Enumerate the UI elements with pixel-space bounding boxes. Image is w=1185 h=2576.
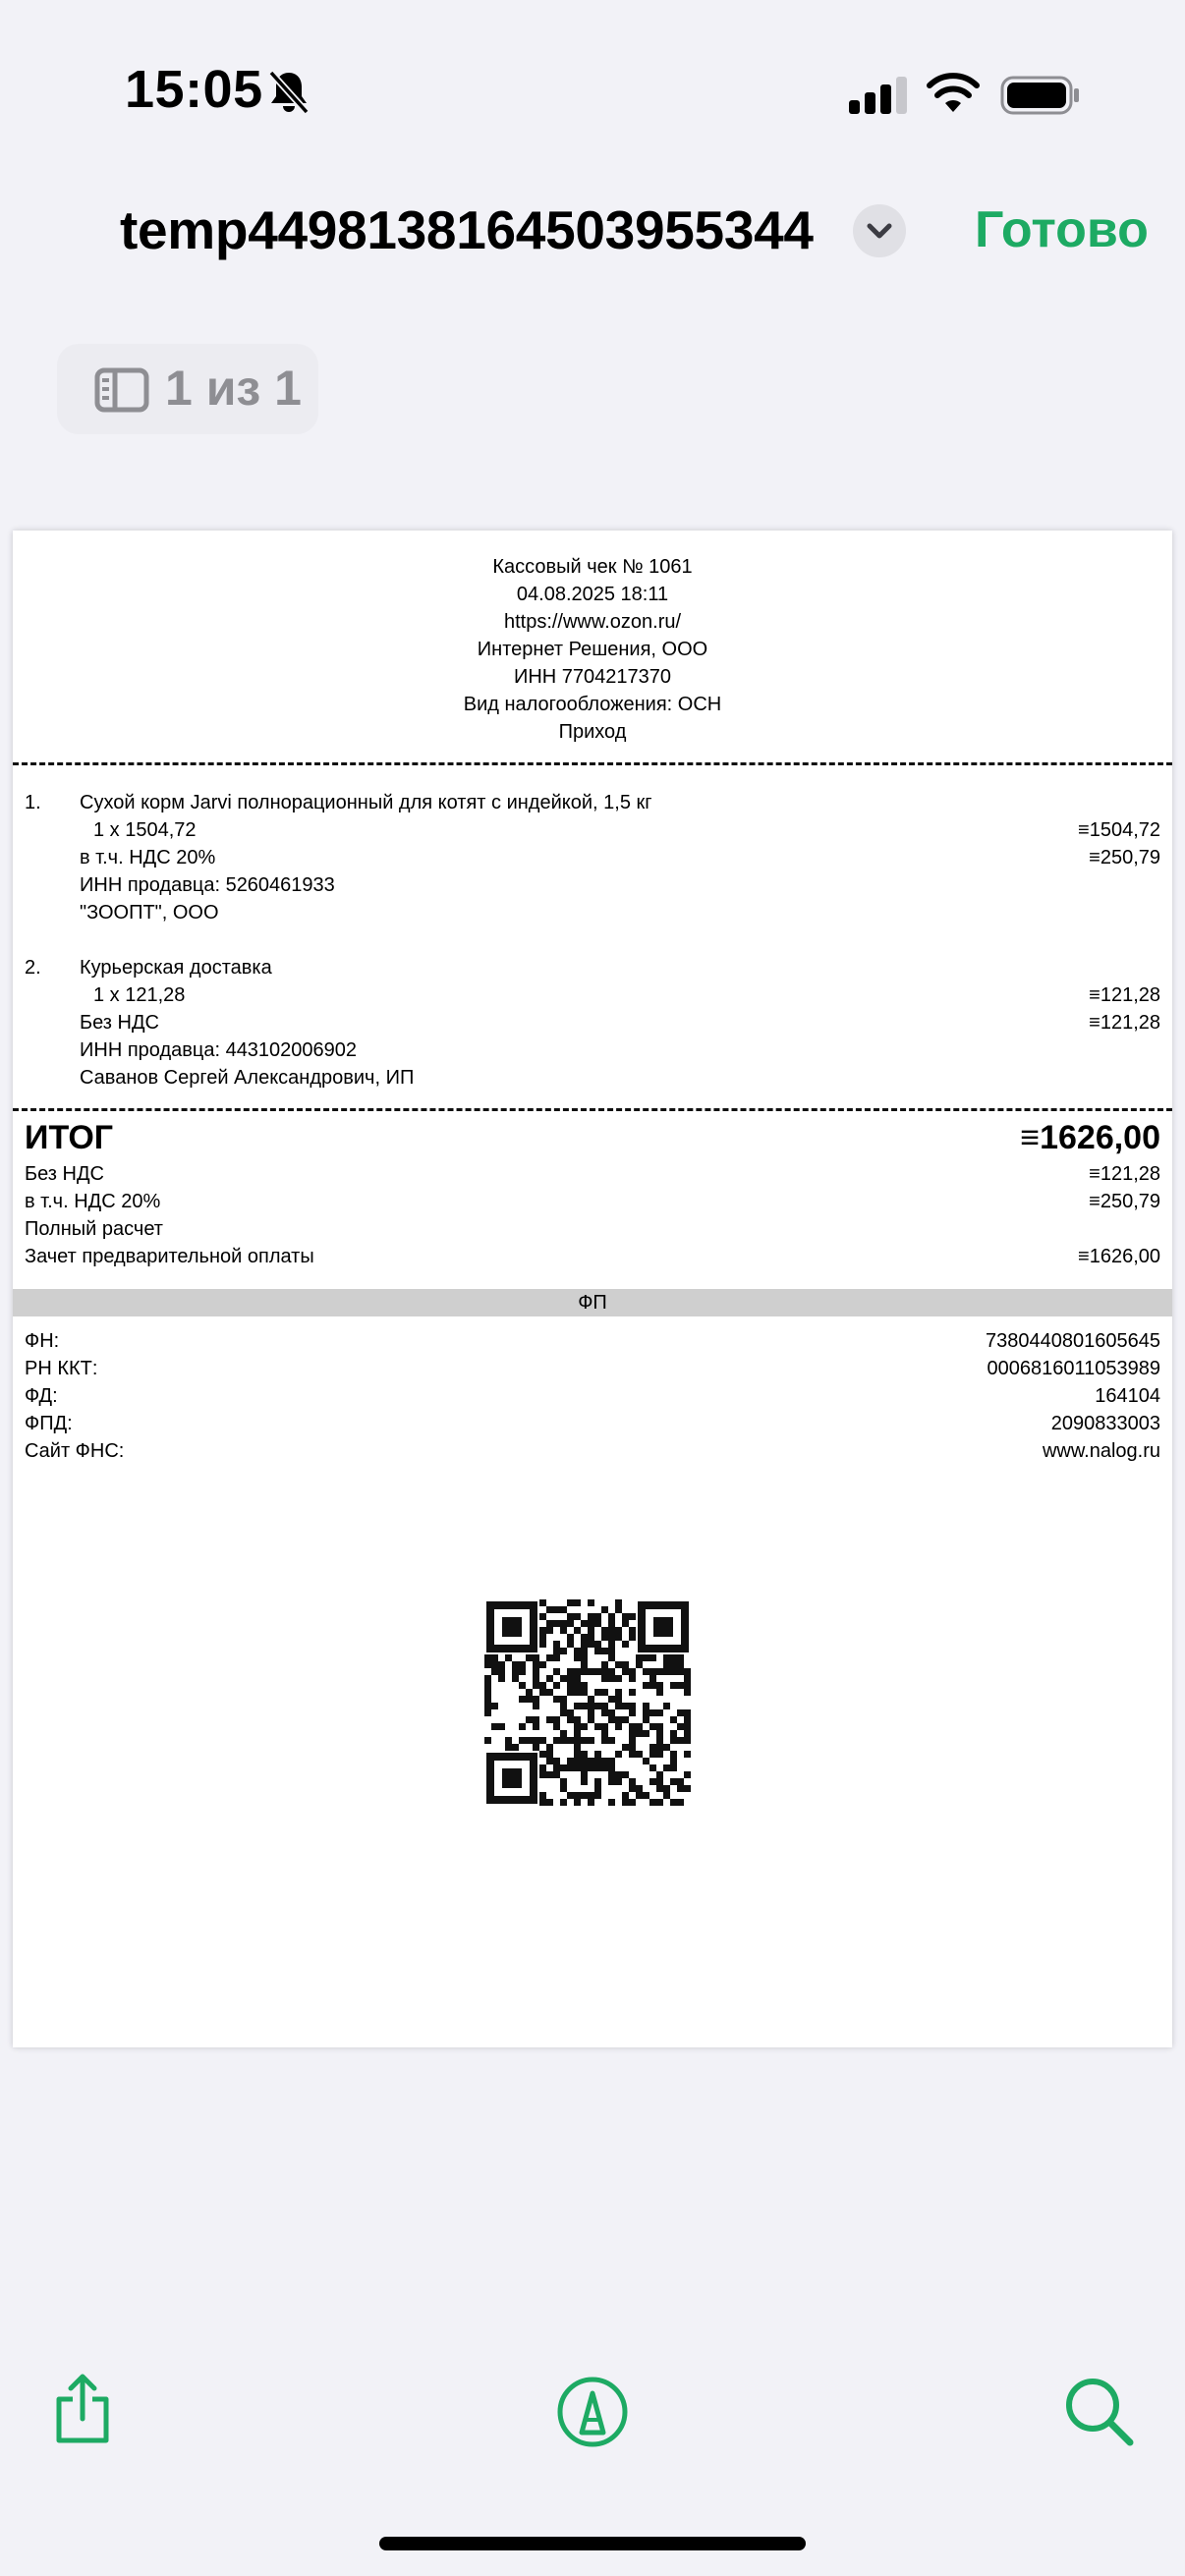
done-button[interactable]: Готово xyxy=(975,201,1149,258)
cellular-signal-icon xyxy=(849,75,908,116)
item-2-name: Курьерская доставка xyxy=(80,957,272,979)
divider xyxy=(13,1108,1172,1111)
item-1-number: 1. xyxy=(25,792,41,813)
search-icon[interactable] xyxy=(1063,2376,1134,2446)
fd-value: 164104 xyxy=(1095,1385,1160,1407)
wifi-icon xyxy=(926,73,981,116)
total-label: ИТОГ xyxy=(25,1119,114,1156)
fns-site-label: Сайт ФНС: xyxy=(25,1440,125,1462)
fn-label: ФН: xyxy=(25,1330,60,1352)
prepayment-label: Зачет предварительной оплаты xyxy=(25,1246,314,1267)
receipt-title: Кассовый чек № 1061 xyxy=(492,556,693,578)
item-2-number: 2. xyxy=(25,957,41,979)
chevron-down-icon xyxy=(853,204,906,257)
item-1-vat-value: ≡250,79 xyxy=(1089,847,1160,868)
fn-value: 7380440801605645 xyxy=(986,1330,1160,1352)
markup-pen-icon[interactable] xyxy=(556,2376,629,2448)
item-2-vat-label: Без НДС xyxy=(80,1012,159,1034)
fpd-value: 2090833003 xyxy=(1050,1413,1160,1434)
item-1-seller-name: "ЗООПТ", ООО xyxy=(80,902,219,924)
receipt-page xyxy=(13,531,1172,2047)
receipt-operation-type: Приход xyxy=(558,721,627,743)
fd-label: ФД: xyxy=(25,1385,58,1407)
item-1-seller-inn: ИНН продавца: 5260461933 xyxy=(80,874,335,896)
receipt-website: https://www.ozon.ru/ xyxy=(503,611,682,633)
page-count: 1 из 1 xyxy=(165,361,302,416)
rn-kkt-label: РН ККТ: xyxy=(25,1358,98,1379)
share-icon[interactable] xyxy=(51,2372,114,2446)
home-indicator xyxy=(379,2537,806,2550)
item-2-vat-value: ≡121,28 xyxy=(1089,1012,1160,1034)
item-2-sum: ≡121,28 xyxy=(1089,984,1160,1006)
item-2-qty-price: 1 x 121,28 xyxy=(93,984,186,1006)
document-title: temp4498138164503955344 xyxy=(120,199,814,260)
total-vat-label: в т.ч. НДС 20% xyxy=(25,1191,161,1212)
receipt-company-inn: ИНН 7704217370 xyxy=(513,666,672,688)
receipt-company: Интернет Решения, ООО xyxy=(477,639,708,660)
fp-section-header: ФП xyxy=(13,1289,1172,1316)
total-value: ≡1626,00 xyxy=(1020,1119,1160,1156)
prepayment-value: ≡1626,00 xyxy=(1078,1246,1160,1267)
total-no-vat-value: ≡121,28 xyxy=(1089,1163,1160,1185)
item-1-vat-label: в т.ч. НДС 20% xyxy=(80,847,216,868)
payment-type-label: Полный расчет xyxy=(25,1218,163,1240)
item-1-qty-price: 1 x 1504,72 xyxy=(93,819,197,841)
fns-site-value: www.nalog.ru xyxy=(1042,1440,1160,1462)
divider xyxy=(13,762,1172,765)
receipt-tax-system: Вид налогообложения: ОСН xyxy=(463,694,722,715)
fpd-label: ФПД: xyxy=(25,1413,73,1434)
title-menu-button[interactable] xyxy=(853,204,906,257)
item-2-seller-inn: ИНН продавца: 443102006902 xyxy=(80,1039,358,1061)
total-no-vat-label: Без НДС xyxy=(25,1163,104,1185)
qr-code xyxy=(484,1599,691,1806)
bell-slash-icon xyxy=(267,69,310,116)
rn-kkt-value: 0006816011053989 xyxy=(987,1358,1160,1379)
item-2-seller-name: Саванов Сергей Александрович, ИП xyxy=(80,1067,415,1089)
item-1-name: Сухой корм Jarvi полнорационный для котят с индейкой, 1,5 кг xyxy=(80,792,652,813)
status-time: 15:05 xyxy=(125,60,263,119)
battery-icon xyxy=(1000,75,1081,116)
total-vat-value: ≡250,79 xyxy=(1089,1191,1160,1212)
item-1-sum: ≡1504,72 xyxy=(1078,819,1160,841)
receipt-datetime: 04.08.2025 18:11 xyxy=(516,584,669,605)
sidebar-icon[interactable] xyxy=(94,367,149,413)
